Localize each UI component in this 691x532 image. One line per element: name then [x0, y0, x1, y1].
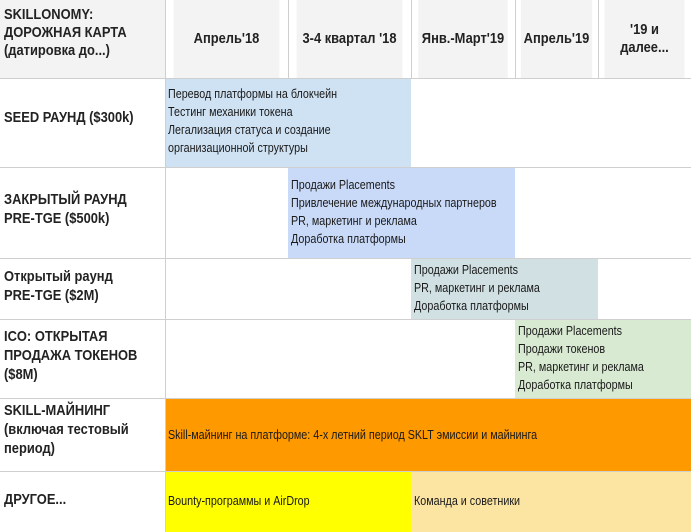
block-text-line: PR, маркетинг и реклама	[414, 281, 540, 295]
grid-vline	[288, 0, 289, 78]
column-header-april-19: Апрель'19	[521, 0, 592, 78]
block-text-line: Привлечение международных партнеров	[291, 196, 497, 210]
grid-vline	[165, 0, 166, 532]
block-team-text	[414, 492, 520, 510]
block-bounty	[165, 472, 411, 532]
row-label-skill-mining: SKILL-МАЙНИНГ (включая тестовый период)	[4, 402, 129, 457]
block-text-line: Продажи Placements	[291, 178, 396, 192]
row-label-ico: ICO: ОТКРЫТАЯ ПРОДАЖА ТОКЕНОВ ($8M)	[4, 328, 138, 383]
column-header-19-and-beyond: '19 и далее...	[605, 0, 685, 78]
block-text-line: Доработка платформы	[414, 299, 529, 313]
block-text-line: Тестинг механики токена	[168, 105, 293, 119]
block-seed-round-text	[168, 85, 337, 157]
block-ico-text	[518, 322, 644, 394]
column-header-jan-mar-19: Янв.-Март'19	[418, 0, 507, 78]
roadmap-title: SKILLONOMY: ДОРОЖНАЯ КАРТА (датировка до...)	[4, 6, 127, 59]
grid-hline	[0, 78, 691, 79]
column-header-april-18: Апрель'18	[174, 0, 280, 78]
block-text-line: PR, маркетинг и реклама	[291, 214, 417, 228]
grid-vline	[411, 0, 412, 78]
block-closed-round	[288, 168, 515, 258]
grid-hline	[0, 258, 691, 259]
block-text-line: Перевод платформы на блокчейн	[168, 87, 338, 101]
block-team	[411, 472, 691, 532]
block-text-line: PR, маркетинг и реклама	[518, 360, 644, 374]
grid-hline	[0, 471, 691, 472]
row-label-open-round: Открытый раунд PRE-TGE ($2M)	[4, 268, 113, 304]
block-text-line: Доработка платформы	[291, 232, 406, 246]
row-label-closed-round: ЗАКРЫТЫЙ РАУНД PRE-TGE ($500k)	[4, 191, 127, 227]
block-text-line: Доработка платформы	[518, 378, 633, 392]
block-skill-mining	[165, 399, 691, 471]
grid-vline	[515, 0, 516, 78]
block-text-line: Bounty-программы и AirDrop	[168, 494, 310, 508]
column-header-q3-q4-18: 3-4 квартал '18	[297, 0, 403, 78]
row-label-other: ДРУГОЕ...	[4, 491, 67, 508]
block-text-line: Продажи Placements	[414, 263, 519, 277]
block-ico	[515, 320, 691, 398]
grid-hline	[0, 167, 691, 168]
block-text-line: Команда и советники	[414, 494, 521, 508]
block-text-line: Легализация статуса и создание	[168, 123, 331, 137]
block-skill-mining-text	[168, 426, 537, 444]
block-text-line: Продажи Placements	[518, 324, 623, 338]
block-text-line: организационной структуры	[168, 141, 308, 155]
block-open-round-text	[414, 261, 540, 315]
block-seed-round	[165, 78, 411, 167]
corner-cell	[0, 0, 165, 78]
block-text-line: Продажи токенов	[518, 342, 606, 356]
block-open-round	[411, 259, 598, 319]
row-label-seed-round: SEED РАУНД ($300k)	[4, 109, 134, 126]
grid-hline	[0, 398, 691, 399]
block-text-line: Skill-майнинг на платформе: 4-х летний период SKLT эмиссии и майнинга	[168, 428, 538, 442]
block-bounty-text	[168, 492, 310, 510]
block-closed-round-text	[291, 176, 497, 248]
grid-vline	[598, 0, 599, 78]
grid-hline	[0, 319, 691, 320]
